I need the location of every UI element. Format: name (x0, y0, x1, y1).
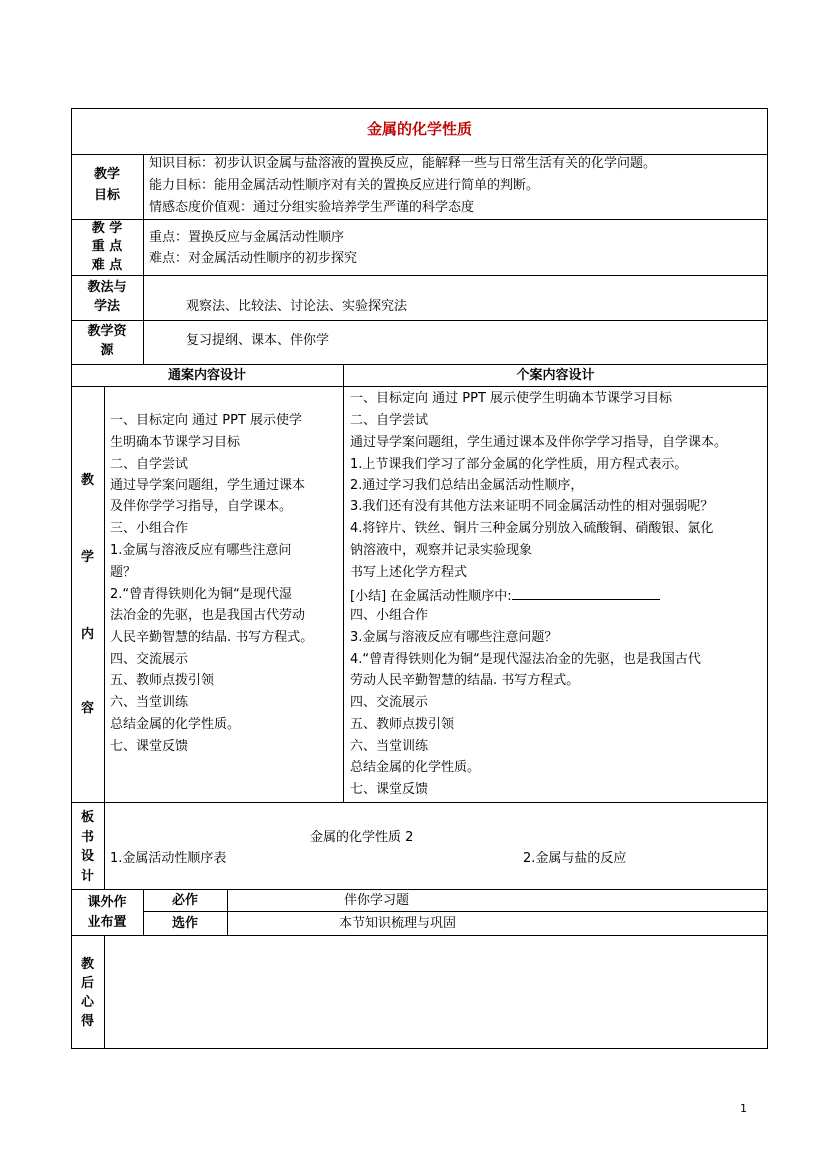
reflection-label-char: 教 (80, 957, 94, 972)
summary-text: [小结] 在金属活动性顺序中: (350, 589, 512, 604)
common-line: 七、课堂反馈 (110, 739, 189, 754)
homework-label-line-1: 课外作 (87, 895, 127, 910)
board-item-left: 1.金属活动性顺序表 (110, 851, 227, 866)
optional-homework-value: 本节知识梳理与巩固 (339, 916, 457, 931)
reflection-label-char: 后 (80, 976, 94, 991)
individual-line: 2.通过学习我们总结出金属活动性顺序， (350, 478, 584, 493)
row-divider (71, 154, 768, 155)
optional-homework-label: 选作 (171, 916, 198, 931)
common-line: 二、自学尝试 (110, 457, 189, 472)
attitude-objective: 情感态度价值观：通过分组实验培养学生严谨的科学态度 (149, 200, 475, 215)
homework-label-line-2: 业布置 (87, 915, 127, 930)
objectives-label-line-2: 目标 (93, 188, 120, 203)
individual-line: 4.“曾青得铁则化为铜“是现代湿法冶金的先驱，也是我国古代 (350, 652, 701, 667)
key-points-label-line-3: 难 点 (91, 258, 123, 273)
individual-line: 书写上述化学方程式 (350, 565, 468, 580)
table-border-top (71, 108, 768, 109)
row-divider (143, 911, 768, 912)
common-line: 题？ (110, 565, 137, 580)
row-divider (71, 802, 768, 803)
individual-line: 3.金属与溶液反应有哪些注意问题？ (350, 630, 558, 645)
row-divider (71, 386, 768, 387)
common-line: 四、交流展示 (110, 652, 189, 667)
key-point: 重点：置换反应与金属活动性顺序 (149, 230, 345, 245)
individual-line: 一、目标定向 通过 PPT 展示使学生明确本节课学习目标 (350, 391, 673, 406)
common-line: 五、教师点拨引领 (110, 673, 215, 688)
objectives-label-line-1: 教学 (93, 167, 120, 182)
individual-line: 四、小组合作 (350, 608, 429, 623)
methods-label-line-1: 教法与 (87, 280, 127, 295)
individual-line: 钠溶液中，观察并记录实验现象 (350, 543, 533, 558)
board-label-char: 书 (80, 830, 94, 845)
summary-line (350, 587, 660, 604)
resources-label-line-1: 教学资 (87, 324, 127, 339)
ability-objective: 能力目标：能用金属活动性顺序对有关的置换反应进行简单的判断。 (149, 178, 540, 193)
content-label-divider (104, 386, 105, 803)
individual-line: 4.将锌片、铁丝、铜片三种金属分别放入硫酸铜、硝酸银、氯化 (350, 521, 714, 536)
board-title: 金属的化学性质 2 (310, 830, 414, 845)
table-border-bottom (71, 1048, 768, 1049)
board-label-char: 设 (80, 849, 94, 864)
page-title: 金属的化学性质 (366, 120, 472, 138)
content-label-char: 内 (80, 627, 94, 642)
reflection-label-char: 得 (80, 1014, 94, 1029)
individual-design-header: 个案内容设计 (516, 368, 595, 383)
common-line: 六、当堂训练 (110, 695, 189, 710)
common-line: 及伴你学学习指导，自学课本。 (110, 499, 293, 514)
label-column-divider (143, 154, 144, 365)
individual-line: 1.上节课我们学习了部分金属的化学性质，用方程式表示。 (350, 457, 688, 472)
table-border-right (767, 108, 768, 1049)
individual-line: 劳动人民辛勤智慧的结晶. 书写方程式。 (350, 673, 580, 688)
required-homework-value: 伴你学习题 (344, 893, 410, 908)
individual-line: 二、自学尝试 (350, 413, 429, 428)
row-divider (71, 320, 768, 321)
common-line: 生明确本节课学习目标 (110, 435, 241, 450)
row-divider (71, 219, 768, 220)
individual-line: 六、当堂训练 (350, 739, 429, 754)
common-line: 2.“曾青得铁则化为铜“是现代湿 (110, 587, 292, 602)
individual-line: 五、教师点拨引领 (350, 717, 455, 732)
common-line: 1.金属与溶液反应有哪些注意问 (110, 543, 292, 558)
row-divider (71, 364, 768, 365)
row-divider (71, 889, 768, 890)
common-line: 总结金属的化学性质。 (110, 717, 241, 732)
common-line: 三、小组合作 (110, 521, 189, 536)
resources-label-line-2: 源 (100, 343, 114, 358)
individual-line: 总结金属的化学性质。 (350, 760, 481, 775)
page-number: 1 (740, 1102, 747, 1115)
reflection-label-char: 心 (80, 995, 94, 1010)
common-line: 人民辛勤智慧的结晶. 书写方程式。 (110, 630, 314, 645)
knowledge-objective: 知识目标：初步认识金属与盐溶液的置换反应，能解释一些与日常生活有关的化学问题。 (149, 156, 657, 171)
individual-line: 四、交流展示 (350, 695, 429, 710)
key-points-label-line-1: 教 学 (91, 221, 123, 236)
individual-line: 通过导学案问题组，学生通过课本及伴你学学习指导，自学课本。 (350, 435, 728, 450)
board-label-char: 板 (80, 810, 94, 825)
required-homework-label: 必作 (171, 893, 198, 908)
methods-value: 观察法、比较法、讨论法、实验探究法 (186, 299, 408, 314)
key-points-label-line-2: 重 点 (91, 239, 123, 254)
homework-type-divider (227, 889, 228, 936)
difficult-point: 难点：对金属活动性顺序的初步探究 (149, 251, 358, 266)
common-line: 通过导学案问题组，学生通过课本 (110, 478, 306, 493)
fill-in-blank[interactable] (512, 587, 660, 600)
content-label-char: 教 (80, 473, 94, 488)
center-column-divider (343, 364, 344, 803)
resources-value: 复习提纲、课本、伴你学 (186, 333, 330, 348)
board-label-char: 计 (80, 869, 94, 884)
content-label-char: 学 (80, 550, 94, 565)
common-line: 法冶金的先驱，也是我国古代劳动 (110, 608, 306, 623)
individual-line: 七、课堂反馈 (350, 782, 429, 797)
board-label-divider (104, 802, 105, 890)
common-line: 一、目标定向 通过 PPT 展示使学 (110, 413, 303, 428)
reflection-notes-area[interactable] (105, 936, 767, 1048)
individual-line: 3.我们还有没有其他方法来证明不同金属活动性的相对强弱呢？ (350, 499, 714, 514)
content-label-char: 容 (80, 701, 94, 716)
common-design-header: 通案内容设计 (167, 368, 246, 383)
row-divider (71, 275, 768, 276)
methods-label-line-2: 学法 (93, 299, 120, 314)
board-item-right: 2.金属与盐的反应 (523, 851, 627, 866)
